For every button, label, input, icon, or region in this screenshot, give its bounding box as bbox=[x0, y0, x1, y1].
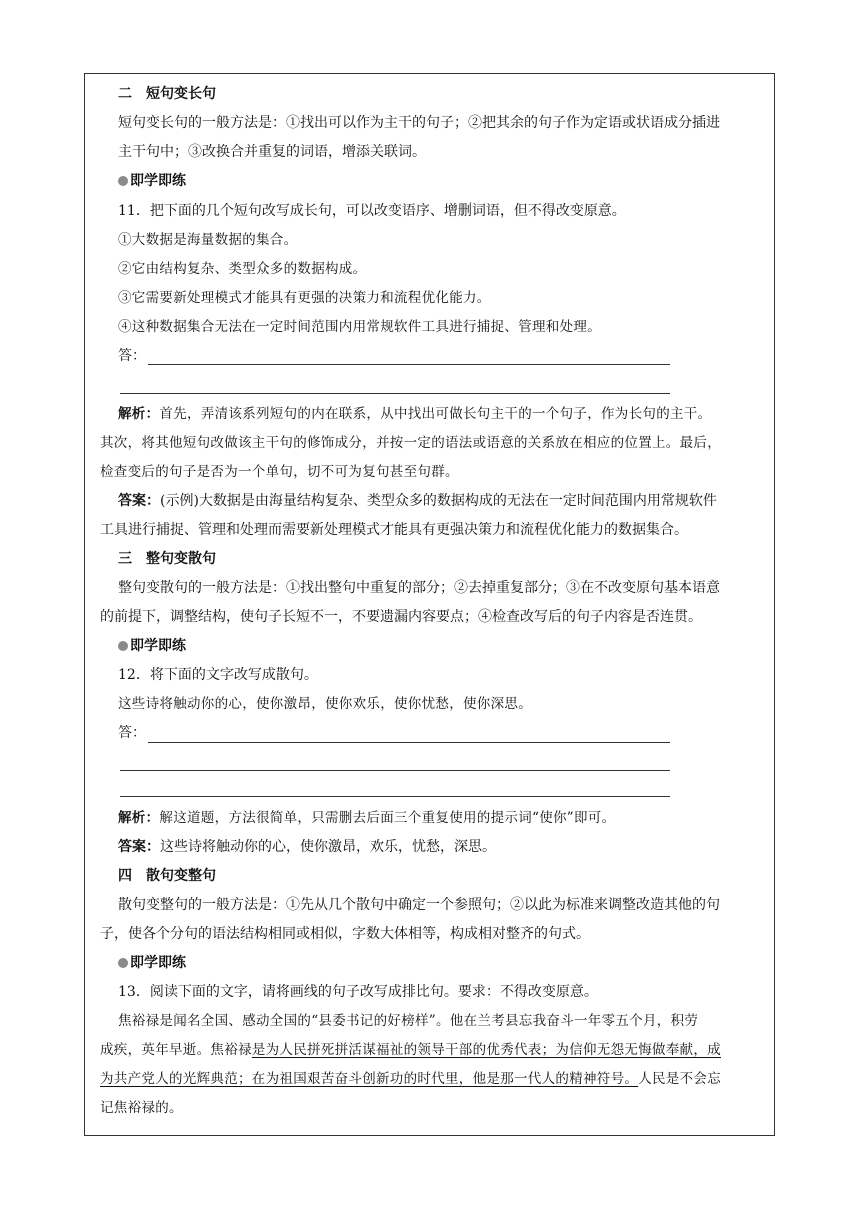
q13-title: 13．阅读下面的文字，请将画线的句子改写成排比句。要求：不得改变原意。 bbox=[118, 984, 598, 1000]
q11-answer-line2: 工具进行捕捉、管理和处理而需要新处理模式才能具有更强决策力和流程优化能力的数据集合。 bbox=[100, 522, 688, 538]
q13-passage-line2 bbox=[100, 1040, 721, 1060]
answer-label: 答案： bbox=[118, 839, 160, 855]
passage-text: 成疾，英年早逝。焦裕禄 bbox=[100, 1042, 252, 1058]
q13-passage-line3 bbox=[100, 1069, 721, 1089]
section3-practice-heading bbox=[118, 636, 186, 656]
q12-answer-line-3[interactable] bbox=[120, 796, 670, 797]
section2-desc-line2: 主干句中；③改换合并重复的词语，增添关联词。 bbox=[118, 144, 426, 160]
analysis-text: 解这道题，方法很简单，只需删去后面三个重复使用的提示词“使你”即可。 bbox=[159, 810, 616, 826]
q11-item-4: ④这种数据集合无法在一定时间范围内用常规软件工具进行捕捉、管理和处理。 bbox=[118, 319, 601, 335]
section3-desc-line1: 整句变散句的一般方法是：①找出整句中重复的部分；②去掉重复部分；③在不改变原句基本语意 bbox=[118, 580, 720, 596]
section3-desc-line2: 的前提下，调整结构，使句子长短不一，不要遗漏内容要点；④检查改写后的句子内容是否连贯。 bbox=[100, 609, 702, 625]
q12-answer-prompt: 答： bbox=[118, 725, 146, 741]
underlined-sentence: 为共产党人的光辉典范；在为祖国艰苦奋斗创新功的时代里，他是那一代人的精神符号。 bbox=[100, 1071, 639, 1087]
section4-title: 四 散句变整句 bbox=[118, 868, 216, 884]
bullet-icon bbox=[118, 641, 128, 651]
analysis-text: 首先，弄清该系列短句的内在联系，从中找出可做长句主干的一个句子，作为长句的主干。 bbox=[159, 406, 712, 422]
q12-analysis bbox=[118, 808, 615, 828]
analysis-label: 解析： bbox=[118, 810, 160, 826]
passage-text: 人民是不会忘 bbox=[638, 1071, 722, 1087]
q12-answer-line-2[interactable] bbox=[120, 770, 670, 771]
q12-answer bbox=[118, 837, 496, 857]
q11-title: 11．把下面的几个短句改写成长句，可以改变语序、增删词语，但不得改变原意。 bbox=[118, 203, 626, 219]
q11-answer-line-2[interactable] bbox=[120, 393, 670, 394]
q11-item-2: ②它由结构复杂、类型众多的数据构成。 bbox=[118, 261, 367, 277]
analysis-label: 解析： bbox=[118, 406, 160, 422]
section2-desc-line1: 短句变长句的一般方法是：①找出可以作为主干的句子；②把其余的句子作为定语或状语成分插进 bbox=[118, 115, 720, 131]
q11-answer-line-1[interactable] bbox=[148, 364, 670, 365]
q12-title: 12．将下面的文字改写成散句。 bbox=[118, 667, 318, 683]
q13-passage-line1: 焦裕禄是闻名全国、感动全国的“县委书记的好榜样”。他在兰考县忘我奋斗一年零五个月，积劳 bbox=[118, 1013, 699, 1029]
q12-text: 这些诗将触动你的心，使你激昂，使你欢乐，使你忧愁，使你深思。 bbox=[118, 696, 532, 712]
section2-title: 二 短句变长句 bbox=[118, 86, 216, 102]
section4-desc-line1: 散句变整句的一般方法是：①先从几个散句中确定一个参照句；②以此为标准来调整改造其他的句 bbox=[118, 897, 720, 913]
q11-item-1: ①大数据是海量数据的集合。 bbox=[118, 232, 298, 248]
q11-analysis-line1 bbox=[118, 404, 711, 424]
section4-desc-line2: 子，使各个分句的语法结构相同或相似，字数大体相等，构成相对整齐的句式。 bbox=[100, 926, 590, 942]
answer-text: 这些诗将触动你的心，使你激昂，欢乐，忧愁，深思。 bbox=[160, 839, 496, 855]
section4-practice-heading bbox=[118, 953, 186, 973]
q11-item-3: ③它需要新处理模式才能具有更强的决策力和流程优化能力。 bbox=[118, 290, 491, 306]
practice-label: 即学即练 bbox=[130, 173, 186, 189]
answer-text: (示例)大数据是由海量结构复杂、类型众多的数据构成的无法在一定时间范围内用常规软件 bbox=[160, 493, 717, 509]
bullet-icon bbox=[118, 176, 128, 186]
q13-passage-line4: 记焦裕禄的。 bbox=[100, 1100, 183, 1116]
bullet-icon bbox=[118, 958, 128, 968]
q11-answer-line1 bbox=[118, 491, 717, 511]
section3-title: 三 整句变散句 bbox=[118, 551, 216, 567]
practice-label: 即学即练 bbox=[130, 638, 186, 654]
q11-analysis-line3: 检查变后的句子是否为一个单句，切不可为复句甚至句群。 bbox=[100, 464, 459, 480]
section2-practice-heading bbox=[118, 171, 186, 191]
answer-label: 答案： bbox=[118, 493, 160, 509]
q11-answer-prompt: 答： bbox=[118, 348, 146, 364]
q12-answer-line-1[interactable] bbox=[148, 742, 670, 743]
practice-label: 即学即练 bbox=[130, 955, 186, 971]
q11-analysis-line2: 其次，将其他短句改做该主干句的修饰成分，并按一定的语法或语意的关系放在相应的位置上。最后， bbox=[100, 435, 721, 451]
underlined-sentence: 是为人民拼死拼活谋福祉的领导干部的优秀代表；为信仰无怨无悔做奉献，成 bbox=[251, 1042, 722, 1058]
